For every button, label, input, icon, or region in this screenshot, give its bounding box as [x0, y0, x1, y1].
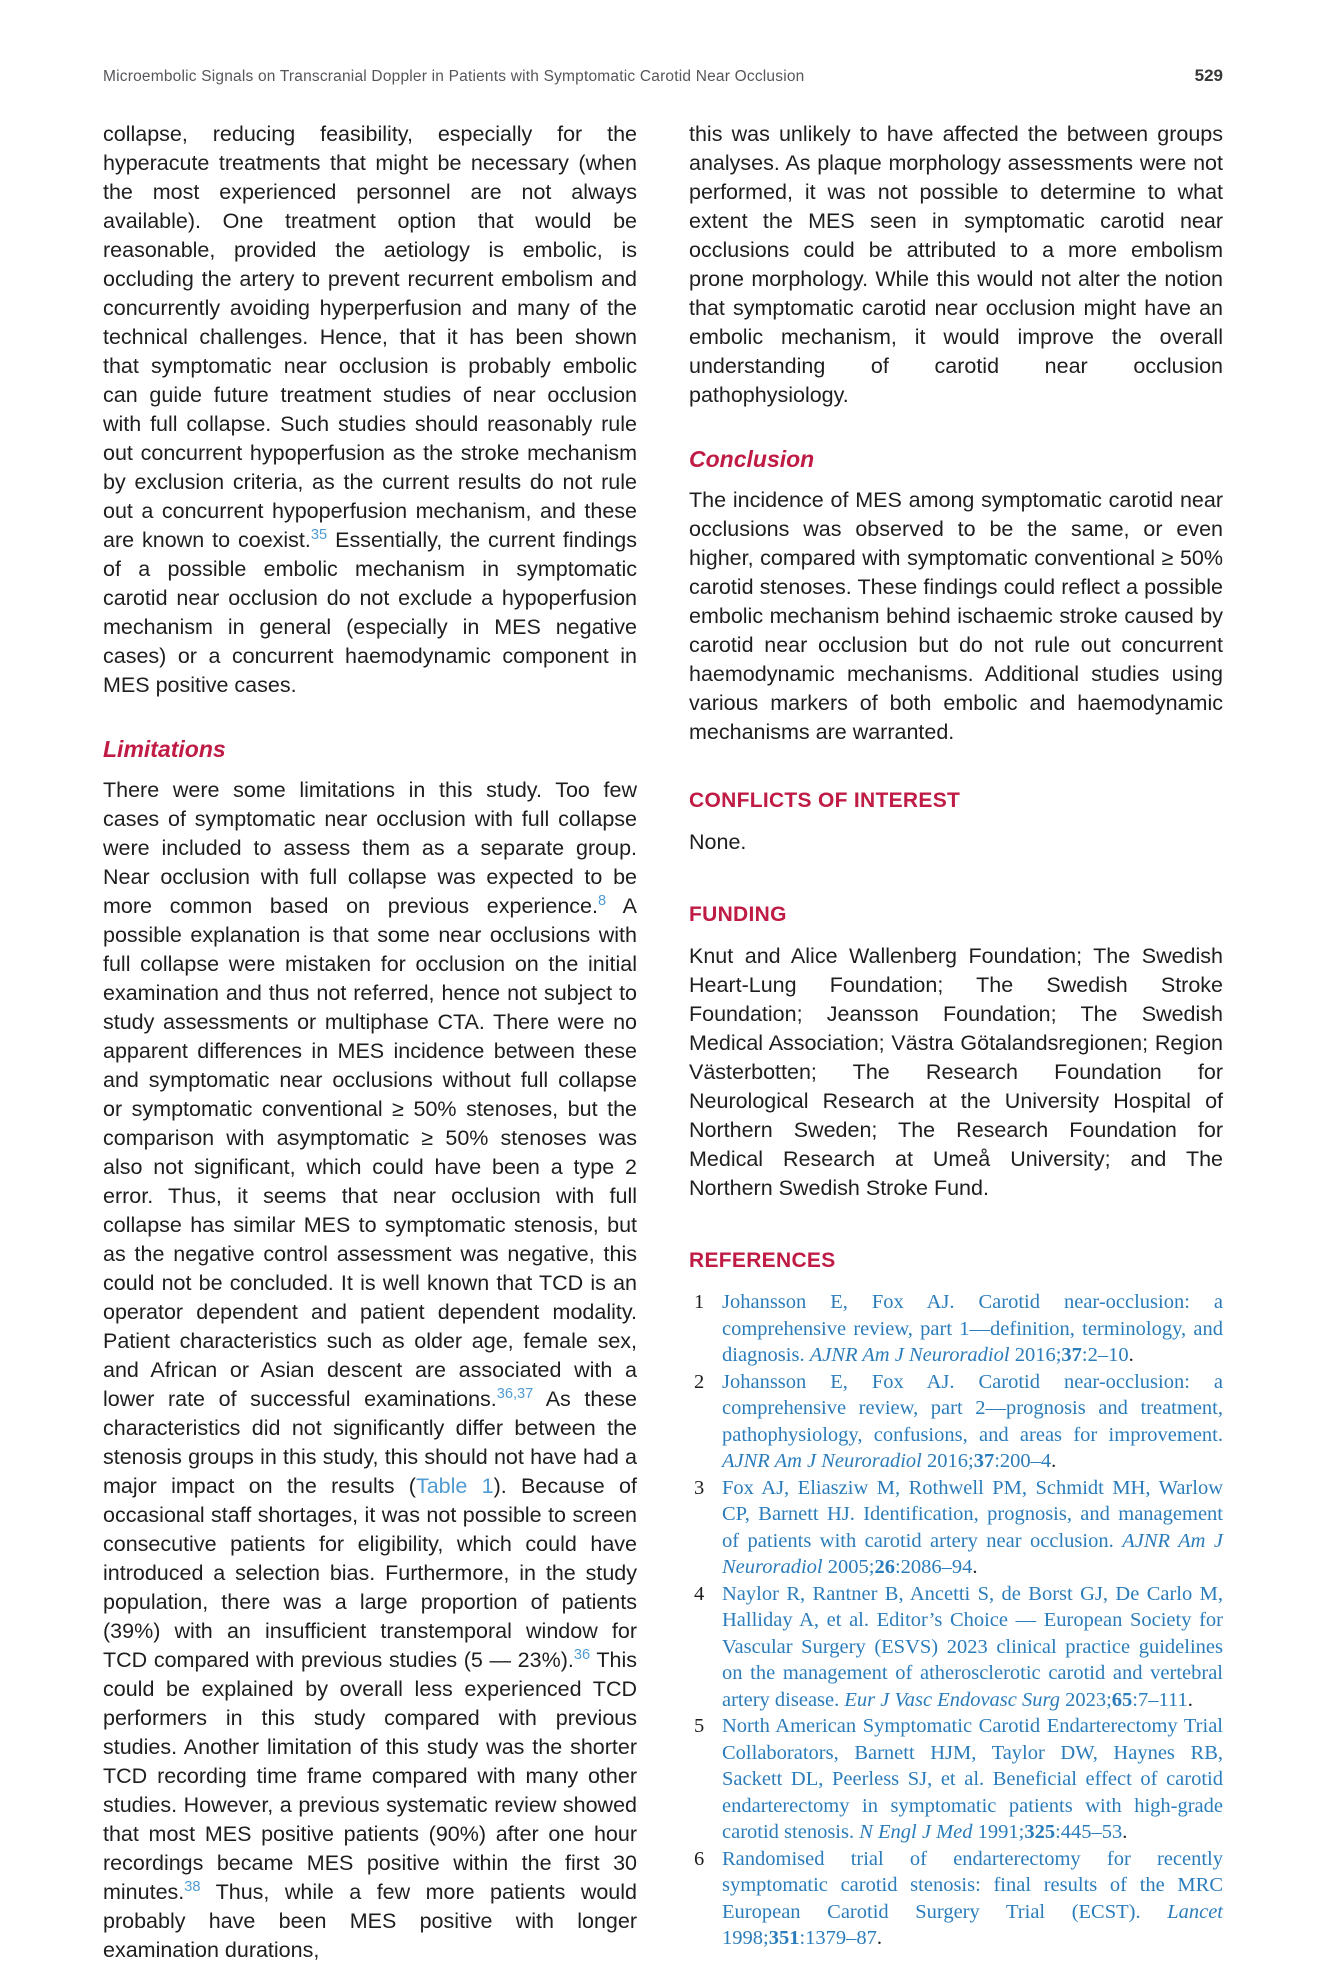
- paragraph-discussion-continuation: collapse, reducing feasibility, especially for the hyperacute treatments that might be necessary (when the most experienced personnel are not always available). One treatment option that would be reasonable, provided the aetiology is embolic, is occluding the artery to prevent recurrent embolism and concurrently avoiding hyperperfusion and many of the technical challenges. Hence, that it has been shown that symptomatic near occlusion is probably embolic can guide future treatment studies of near occlusion with full collapse. Such studies should reasonably rule out concurrent hypoperfusion as the stroke mechanism by exclusion criteria, as the current results do not rule out a concurrent hypoperfusion mechanism, and these are known to coexist.$^{35}$ Essentially, the current findings of a possible embolic mechanism in symptomatic carotid near occlusion do not exclude a hypoperfusion mechanism in general (especially in MES negative cases) or a concurrent haemodynamic component in MES positive cases.: [103, 122, 637, 697]
- section-heading-limitations: Limitations: [103, 736, 226, 762]
- section-heading-conclusion: Conclusion: [689, 446, 815, 472]
- paragraph-funding: Knut and Alice Wallenberg Foundation; The Swedish Heart-Lung Foundation; The Swedish Stroke Foundation; Jeansson Foundation; The Swedish Medical Association; Västra Götalandsregionen; Region Västerbotten; The Research Foundation for Neurological Research at the University Hospital of Northern Sweden; The Research Foundation for Medical Research at Umeå University; and The Northern Swedish Stroke Fund.: [689, 944, 1223, 1200]
- reference-text[interactable]: Johansson E, Fox AJ. Carotid near-occlusion: a comprehensive review, part 2—prognosis and treatment, pathophysiology, confusions, and areas for improvement. AJNR Am J Neuroradiol 2016;37:200–4.: [722, 1370, 1223, 1472]
- reference-number: 5: [694, 1715, 705, 1737]
- paragraph-discussion-right: this was unlikely to have affected the between groups analyses. As plaque morphology assessments were not performed, it was not possible to determine to what extent the MES seen in symptomatic carotid near occlusions could be attributed to a more embolism prone morphology. While this would not alter the notion that symptomatic carotid near occlusion might have an embolic mechanism, it would improve the overall understanding of carotid near occlusion pathophysiology.: [689, 122, 1223, 407]
- reference-text[interactable]: Fox AJ, Eliasziw M, Rothwell PM, Schmidt MH, Warlow CP, Barnett HJ. Identification, prognosis, and management of patients with carotid artery near occlusion. AJNR Am J Neuroradiol 2005;26:2086–94.: [722, 1476, 1223, 1578]
- paragraph-limitations: There were some limitations in this study. Too few cases of symptomatic near occlusion with full collapse were included to assess them as a separate group. Near occlusion with full collapse was expected to be more common based on previous experience.$^8$ A possible explanation is that some near occlusions with full collapse were mistaken for occlusion on the initial examination and thus not referred, hence not subject to study assessments or multiphase CTA. There were no apparent differences in MES incidence between these and symptomatic near occlusions without full collapse or symptomatic conventional ≥ 50% stenoses, but the comparison with asymptomatic ≥ 50% stenoses was also not significant, which could have been a type 2 error. Thus, it seems that near occlusion with full collapse has similar MES to symptomatic stenosis, but as the negative control assessment was negative, this could not be concluded. It is well known that TCD is an operator dependent and patient dependent modality. Patient characteristics such as older age, female sex, and African or Asian descent are associated with a lower rate of successful examinations.$^{36,37}$ As these characteristics did not significantly differ between the stenosis groups in this study, this should not have had a major impact on the results (Table 1). Because of occasional staff shortages, it was not possible to screen consecutive patients for eligibility, which could have introduced a selection bias. Furthermore, in the study population, there was a large proportion of patients (39%) with an insufficient transtemporal window for TCD compared with previous studies (5 — 23%).$^{36}$ This could be explained by overall less experienced TCD performers in this study compared with previous studies. Another limitation of this study was the shorter TCD recording time frame compared with many other studies. However, a previous systematic review showed that most MES positive patients (90%) after one hour recordings became MES positive within the first 30 minutes.$^{38}$ Thus, while a few more patients would probably have been MES positive with longer examination durations,: [103, 778, 638, 1962]
- citation-superscript[interactable]: 36: [573, 1646, 591, 1663]
- page-number: 529: [1194, 66, 1223, 85]
- citation-superscript[interactable]: 38: [184, 1878, 201, 1895]
- reference-item: [689, 1369, 1223, 1475]
- reference-number: 4: [694, 1582, 705, 1605]
- reference-number: 2: [694, 1370, 705, 1393]
- section-heading-conflicts: CONFLICTS OF INTEREST: [689, 789, 961, 812]
- running-head: Microembolic Signals on Transcranial Doppler in Patients with Symptomatic Carotid Near Occlusion: [103, 68, 805, 85]
- paragraph-conclusion: The incidence of MES among symptomatic carotid near occlusions was observed to be the same, or even higher, compared with symptomatic conventional ≥ 50% carotid stenoses. These findings could reflect a possible embolic mechanism behind ischaemic stroke caused by carotid near occlusion but do not rule out concurrent haemodynamic mechanisms. Additional studies using various markers of both embolic and haemodynamic mechanisms are warranted.: [689, 488, 1223, 744]
- reference-item: [689, 1846, 1223, 1952]
- reference-item: [689, 1713, 1223, 1846]
- reference-item: [689, 1581, 1223, 1714]
- reference-text[interactable]: Naylor R, Rantner B, Ancetti S, de Borst GJ, De Carlo M, Halliday A, et al. Editor’s Choice — European Society for Vascular Surgery (ESVS) 2023 clinical practice guidelines on the management of atherosclerotic carotid and vertebral artery disease. Eur J Vasc Endovasc Surg 2023;65:7–111.: [722, 1582, 1223, 1711]
- right-column: [689, 120, 1223, 1965]
- reference-list: [689, 1289, 1223, 1952]
- reference-item: [689, 1475, 1223, 1581]
- two-column-layout: [103, 120, 1223, 1965]
- reference-text[interactable]: Randomised trial of endarterectomy for recently symptomatic carotid stenosis: final results of the MRC European Carotid Surgery Trial (ECST). Lancet 1998;351:1379–87.: [722, 1847, 1223, 1949]
- reference-number: 3: [694, 1476, 705, 1499]
- paragraph-conflicts: None.: [689, 830, 747, 854]
- citation-superscript[interactable]: 36,37: [496, 1385, 534, 1402]
- page-header: [103, 66, 1223, 86]
- reference-text[interactable]: North American Symptomatic Carotid Endarterectomy Trial Collaborators, Barnett HJM, Taylor DW, Haynes RB, Sackett DL, Peerless SJ, et al. Beneficial effect of carotid endarterectomy in symptomatic patients with high-grade carotid stenosis. N Engl J Med 1991;325:445–53.: [722, 1715, 1223, 1843]
- section-heading-funding: FUNDING: [689, 903, 787, 926]
- citation-superscript[interactable]: 8: [597, 892, 607, 909]
- left-column: [103, 120, 637, 1965]
- section-heading-references: REFERENCES: [689, 1249, 836, 1272]
- reference-text[interactable]: Johansson E, Fox AJ. Carotid near-occlusion: a comprehensive review, part 1—definition, terminology, and diagnosis. AJNR Am J Neuroradiol 2016;37:2–10.: [722, 1291, 1223, 1366]
- table-crossref-link[interactable]: Table 1: [415, 1474, 494, 1498]
- reference-number: 1: [694, 1291, 705, 1313]
- reference-item: [689, 1289, 1223, 1369]
- citation-superscript[interactable]: 35: [310, 526, 328, 543]
- reference-number: 6: [694, 1847, 705, 1870]
